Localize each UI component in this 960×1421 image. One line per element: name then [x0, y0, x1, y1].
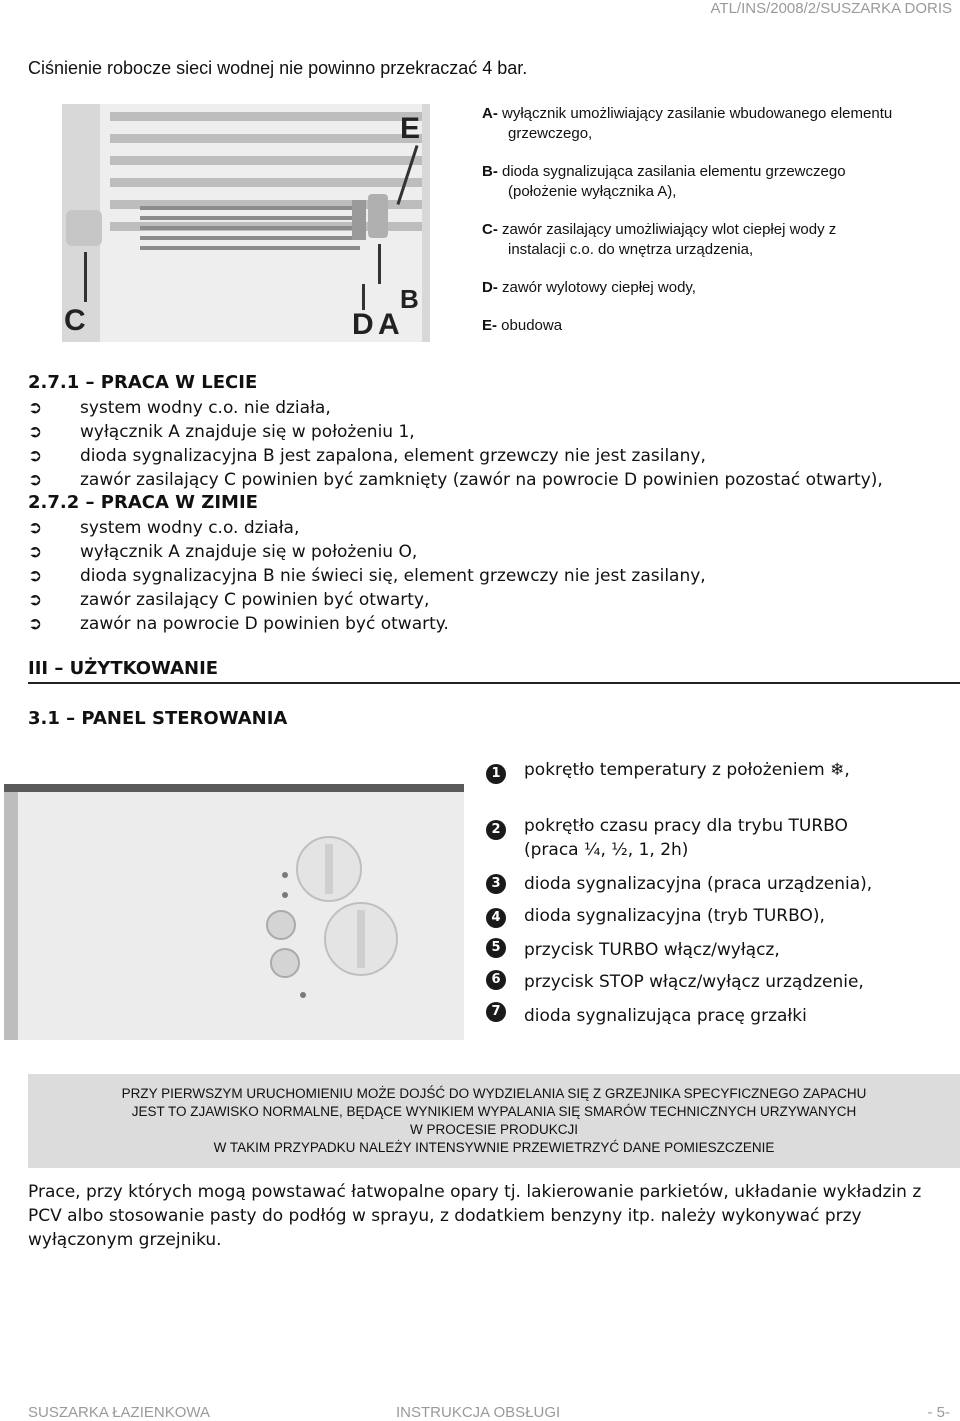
list-item: ➲ zawór zasilający C powinien być zamknięty (zawór na powrocie D powinien pozostać otwarty),	[28, 470, 883, 490]
closing-paragraph: Prace, przy których mogą powstawać łatwopalne opary tj. lakierowanie parkietów, układanie wykładzin z PCV albo stosowanie pasty do podłóg w sprayu, z dodatkiem benzyny itp. należy wykonywać przy wyłączonym grzejniku.	[28, 1182, 922, 1250]
panel-num-4: 4	[486, 908, 506, 928]
panel-item-6: przycisk STOP włącz/wyłącz urządzenie,	[524, 972, 864, 992]
label-d: D	[352, 308, 374, 341]
panel-item-4: dioda sygnalizacyjna (tryb TURBO),	[524, 906, 825, 926]
panel-item-2: pokrętło czasu pracy dla trybu TURBO	[524, 816, 848, 836]
panel-item-2-detail: (praca ¼, ½, 1, 2h)	[524, 840, 689, 860]
label-c: C	[64, 304, 86, 337]
legend-item-b: B- dioda sygnalizująca zasilania elementu grzewczego (położenie wyłącznika A),	[482, 163, 846, 200]
list-item: ➲ system wodny c.o. nie działa,	[28, 398, 331, 418]
notice-line: PRZY PIERWSZYM URUCHOMIENIU MOŻE DOJŚĆ DO WYDZIELANIA SIĘ Z GRZEJNIKA SPECYFICZNEGO ZAPACHU	[121, 1086, 867, 1101]
list-item: ➲ dioda sygnalizacyjna B nie świeci się, element grzewczy nie jest zasilany,	[28, 566, 706, 586]
list-item: ➲ wyłącznik A znajduje się w położeniu O,	[28, 542, 418, 562]
heater-photo	[62, 104, 430, 342]
panel-num-5: 5	[486, 938, 506, 958]
footer-left: SUSZARKA ŁAZIENKOWA	[28, 1404, 210, 1421]
list-item: ➲ zawór zasilający C powinien być otwarty,	[28, 590, 430, 610]
photo-legend	[482, 104, 942, 354]
list-item: ➲ dioda sygnalizacyjna B jest zapalona, element grzewczy nie jest zasilany,	[28, 446, 706, 466]
section-272-list	[28, 516, 948, 636]
panel-item-5: przycisk TURBO włącz/wyłącz,	[524, 940, 780, 960]
notice-line: W TAKIM PRZYPADKU NALEŻY INTENSYWNIE PRZEWIETRZYĆ DANE POMIESZCZENIE	[213, 1140, 775, 1155]
panel-num-1: 1	[486, 764, 506, 784]
legend-item-a: A- wyłącznik umożliwiający zasilanie wbudowanego elementu grzewczego,	[482, 105, 893, 142]
panel-num-6: 6	[486, 970, 506, 990]
section-divider	[28, 682, 960, 684]
list-item: ➲ system wodny c.o. działa,	[28, 518, 300, 538]
panel-num-2: 2	[486, 820, 506, 840]
list-item: ➲ zawór na powrocie D powinien być otwarty.	[28, 614, 449, 634]
section-271-title: 2.7.1 – PRACA W LECIE	[28, 372, 258, 393]
label-e: E	[400, 112, 421, 145]
notice-line: W PROCESIE PRODUKCJI	[409, 1122, 579, 1137]
section-272-title: 2.7.2 – PRACA W ZIMIE	[28, 492, 258, 513]
section-271-list	[28, 396, 948, 492]
page-number: - 5-	[927, 1404, 950, 1421]
section-31-title: 3.1 – PANEL STEROWANIA	[28, 708, 288, 729]
notice-line: JEST TO ZJAWISKO NORMALNE, BĘDĄCE WYNIKIEM WYPALANIA SIĘ SMARÓW TECHNICZNYCH URZYWANYCH	[131, 1104, 857, 1119]
warning-notice	[28, 1074, 960, 1168]
panel-num-3: 3	[486, 874, 506, 894]
intro-text: Ciśnienie robocze sieci wodnej nie powinno przekraczać 4 bar.	[28, 58, 528, 78]
footer-center: INSTRUKCJA OBSŁUGI	[396, 1404, 561, 1421]
panel-item-3: dioda sygnalizacyjna (praca urządzenia),	[524, 874, 873, 894]
legend-item-c: C- zawór zasilający umożliwiający wlot ciepłej wody z instalacji c.o. do wnętrza urządzenia,	[482, 221, 837, 258]
label-b: B	[400, 284, 419, 314]
label-a: A	[378, 308, 400, 341]
list-item: ➲ wyłącznik A znajduje się w położeniu 1,	[28, 422, 415, 442]
panel-num-7: 7	[486, 1002, 506, 1022]
panel-item-7: dioda sygnalizująca pracę grzałki	[524, 1006, 807, 1026]
section-3-title: III – UŻYTKOWANIE	[28, 658, 219, 679]
legend-item-e: E- obudowa	[482, 317, 563, 334]
legend-item-d: D- zawór wylotowy ciepłej wody,	[482, 279, 696, 296]
panel-item-1: pokrętło temperatury z położeniem ❄,	[524, 760, 850, 780]
control-panel-photo	[4, 784, 464, 1040]
document-code: ATL/INS/2008/2/SUSZARKA DORIS	[710, 0, 952, 17]
